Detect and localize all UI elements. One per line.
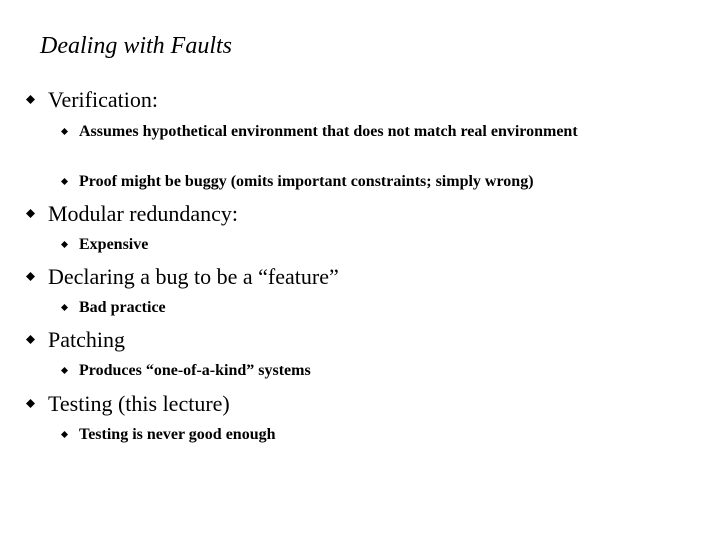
diamond-sub-bullet-icon [61,304,68,311]
diamond-sub-bullet-icon [61,128,68,135]
sub-bullet-item [61,425,275,445]
sub-bullet-item [61,122,649,142]
diamond-bullet-icon [26,95,35,104]
slide-title: Dealing with Faults [40,33,232,59]
diamond-bullet-icon [26,399,35,408]
bullet-item-label: Patching [48,327,125,352]
diamond-sub-bullet-icon [61,431,68,438]
sub-bullet-item [61,235,148,255]
diamond-bullet-icon [26,209,35,218]
diamond-bullet-icon [26,335,35,344]
bullet-item-label: Declaring a bug to be a “feature” [48,264,339,289]
sub-bullet-text: Expensive [79,236,149,253]
sub-bullet-text: Testing is never good enough [79,426,276,443]
sub-bullet-text: Proof might be buggy (omits important constraints; simply wrong) [79,173,534,190]
sub-bullet-item [61,361,311,381]
sub-bullet-item [61,172,534,192]
sub-bullet-text: Bad practice [79,299,166,316]
bullet-item-label: Testing (this lecture) [48,391,230,416]
sub-bullet-text: Produces “one-of-a-kind” systems [79,362,311,379]
sub-bullet-text: Assumes hypothetical environment that does not match real environment [79,123,578,140]
diamond-sub-bullet-icon [61,241,68,248]
sub-bullet-item [61,298,166,318]
diamond-sub-bullet-icon [61,367,68,374]
bullet-item-label: Modular redundancy: [48,201,238,226]
diamond-sub-bullet-icon [61,178,68,185]
bullet-item-label: Verification: [48,87,158,112]
diamond-bullet-icon [26,272,35,281]
